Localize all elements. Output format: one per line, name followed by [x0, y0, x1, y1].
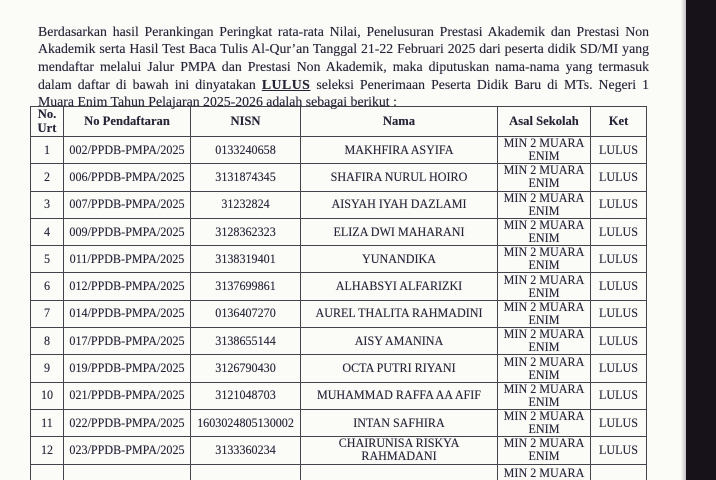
- cell-nisn: 3133360234: [191, 437, 301, 464]
- cell-asal-sekolah: MIN 2 MUARA ENIM: [498, 409, 591, 436]
- cell-ket: LULUS: [591, 246, 647, 273]
- cell-asal-sekolah: MIN 2 MUARA ENIM: [498, 137, 591, 164]
- cell-no-urt: 12: [31, 437, 64, 464]
- cell-nisn: 3138655144: [191, 328, 301, 355]
- cell-ket: [591, 464, 647, 480]
- lulus-highlight: LULUS: [261, 76, 311, 92]
- header-no-pendaftaran: No Pendaftaran: [64, 107, 191, 137]
- cell-ket: LULUS: [591, 300, 647, 327]
- cell-nisn: [191, 464, 301, 480]
- cell-ket: LULUS: [591, 409, 647, 436]
- cell-no-pendaftaran: 007/PPDB-PMPA/2025: [64, 191, 191, 218]
- cell-nama: SHAFIRA NURUL HOIRO: [301, 164, 498, 191]
- header-row: [31, 107, 647, 137]
- cell-no-urt: 5: [31, 246, 64, 273]
- scan-black-edge-band: [686, 0, 716, 480]
- results-table-body: [31, 137, 647, 480]
- results-table-header: [31, 107, 647, 137]
- cell-ket: LULUS: [591, 328, 647, 355]
- cell-asal-sekolah: MIN 2 MUARA ENIM: [498, 300, 591, 327]
- cell-asal-sekolah: MIN 2 MUARA ENIM: [498, 437, 591, 464]
- cell-nama: ALHABSYI ALFARIZKI: [301, 273, 498, 300]
- intro-paragraph: [38, 23, 649, 111]
- table-row: [31, 164, 647, 191]
- cell-no-urt: 7: [31, 300, 64, 327]
- cell-nama: MUHAMMAD RAFFA AA AFIF: [301, 382, 498, 409]
- header-ket: Ket: [591, 107, 647, 137]
- table-row: [31, 355, 647, 382]
- table-row: [31, 409, 647, 436]
- cell-ket: LULUS: [591, 437, 647, 464]
- cell-no-urt: 1: [31, 137, 64, 164]
- cell-nisn: 3137699861: [191, 273, 301, 300]
- cell-nisn: 3128362323: [191, 218, 301, 245]
- cell-nisn: 3121048703: [191, 382, 301, 409]
- cell-asal-sekolah: MIN 2 MUARA ENIM: [498, 164, 591, 191]
- cell-no-pendaftaran: 002/PPDB-PMPA/2025: [64, 137, 191, 164]
- cell-no-pendaftaran: [64, 464, 191, 480]
- table-row: [31, 437, 647, 464]
- cell-asal-sekolah: MIN 2 MUARA ENIM: [498, 191, 591, 218]
- cell-no-pendaftaran: 019/PPDB-PMPA/2025: [64, 355, 191, 382]
- cell-nama: MAKHFIRA ASYIFA: [301, 137, 498, 164]
- cell-no-pendaftaran: 022/PPDB-PMPA/2025: [64, 409, 191, 436]
- cell-no-urt: 2: [31, 164, 64, 191]
- cell-nisn: 3131874345: [191, 164, 301, 191]
- cell-nama: ELIZA DWI MAHARANI: [301, 218, 498, 245]
- cell-no-urt: 11: [31, 409, 64, 436]
- table-row: [31, 246, 647, 273]
- results-table: [30, 106, 647, 480]
- cell-nama: INTAN SAFHIRA: [301, 409, 498, 436]
- cell-no-pendaftaran: 009/PPDB-PMPA/2025: [64, 218, 191, 245]
- table-row: [31, 464, 647, 480]
- cell-nama: AUREL THALITA RAHMADINI: [301, 300, 498, 327]
- intro-text-after: seleksi Penerimaan Peserta Didik Baru di MTs. Negeri 1 Muara Enim Tahun Pelajaran 2025-2026 adalah sebagai berikut :: [38, 76, 649, 110]
- cell-nisn: 1603024805130002: [191, 409, 301, 436]
- cell-nisn: 0133240658: [191, 137, 301, 164]
- cell-nisn: 31232824: [191, 191, 301, 218]
- cell-ket: LULUS: [591, 382, 647, 409]
- table-row: [31, 137, 647, 164]
- cell-no-urt: 10: [31, 382, 64, 409]
- cell-no-pendaftaran: 011/PPDB-PMPA/2025: [64, 246, 191, 273]
- cell-asal-sekolah: MIN 2 MUARA ENIM: [498, 328, 591, 355]
- cell-nama: CHAIRUNISA RISKYA RAHMADANI: [301, 437, 498, 464]
- cell-nama: AISY AMANINA: [301, 328, 498, 355]
- cell-asal-sekolah: MIN 2 MUARA ENIM: [498, 273, 591, 300]
- cell-ket: LULUS: [591, 191, 647, 218]
- cell-ket: LULUS: [591, 355, 647, 382]
- cell-no-pendaftaran: 006/PPDB-PMPA/2025: [64, 164, 191, 191]
- intro-text-before: Berdasarkan hasil Perankingan Peringkat rata-rata Nilai, Penelusuran Prestasi Akademik dan Prestasi Non Akademik serta Hasil Test Baca Tulis Al-Qur’an Tanggal 21-22 Februari 2025 dari peserta didik SD/MI yang mendaftar melalui Jalur PMPA dan Prestasi Non Akademik, maka diputuskan nama-nama yang termasuk dalam daftar di bawah ini dinyatakan: [38, 23, 649, 92]
- cell-no-urt: 9: [31, 355, 64, 382]
- cell-nama: OCTA PUTRI RIYANI: [301, 355, 498, 382]
- table-row: [31, 300, 647, 327]
- cell-asal-sekolah: MIN 2 MUARA ENIM: [498, 355, 591, 382]
- table-row: [31, 218, 647, 245]
- cell-nisn: 3126790430: [191, 355, 301, 382]
- cell-no-urt: [31, 464, 64, 480]
- table-row: [31, 191, 647, 218]
- table-row: [31, 382, 647, 409]
- cell-nisn: 0136407270: [191, 300, 301, 327]
- cell-ket: LULUS: [591, 137, 647, 164]
- cell-nama: [301, 464, 498, 480]
- cell-no-pendaftaran: 014/PPDB-PMPA/2025: [64, 300, 191, 327]
- header-no-urt: No. Urt: [31, 107, 64, 137]
- cell-ket: LULUS: [591, 273, 647, 300]
- cell-nama: AISYAH IYAH DAZLAMI: [301, 191, 498, 218]
- cell-nisn: 3138319401: [191, 246, 301, 273]
- cell-asal-sekolah: MIN 2 MUARA: [498, 464, 591, 480]
- cell-asal-sekolah: MIN 2 MUARA ENIM: [498, 218, 591, 245]
- cell-no-urt: 3: [31, 191, 64, 218]
- header-asal-sekolah: Asal Sekolah: [498, 107, 591, 137]
- cell-no-pendaftaran: 023/PPDB-PMPA/2025: [64, 437, 191, 464]
- cell-no-urt: 8: [31, 328, 64, 355]
- cell-no-urt: 6: [31, 273, 64, 300]
- cell-asal-sekolah: MIN 2 MUARA ENIM: [498, 246, 591, 273]
- cell-no-pendaftaran: 017/PPDB-PMPA/2025: [64, 328, 191, 355]
- cell-ket: LULUS: [591, 218, 647, 245]
- cell-nama: YUNANDIKA: [301, 246, 498, 273]
- cell-no-urt: 4: [31, 218, 64, 245]
- cell-no-pendaftaran: 012/PPDB-PMPA/2025: [64, 273, 191, 300]
- header-nama: Nama: [301, 107, 498, 137]
- cell-ket: LULUS: [591, 164, 647, 191]
- header-nisn: NISN: [191, 107, 301, 137]
- table-row: [31, 273, 647, 300]
- cell-no-pendaftaran: 021/PPDB-PMPA/2025: [64, 382, 191, 409]
- table-row: [31, 328, 647, 355]
- cell-asal-sekolah: MIN 2 MUARA ENIM: [498, 382, 591, 409]
